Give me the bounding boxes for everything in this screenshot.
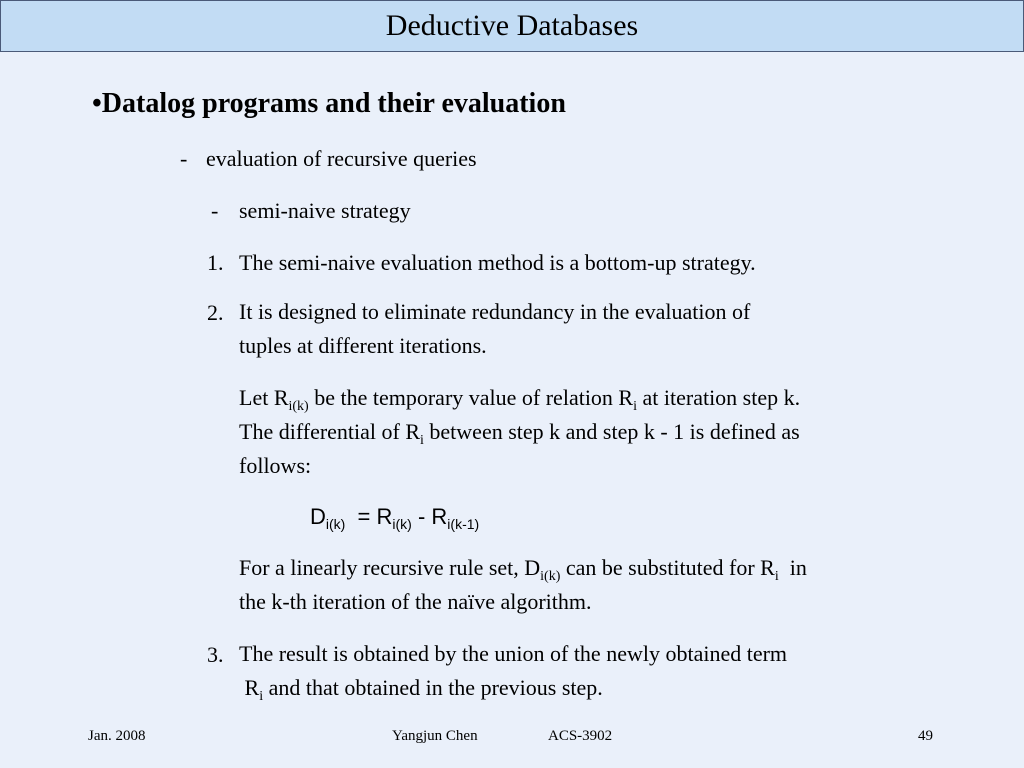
slide-title-bar [0, 0, 1024, 52]
definition-line1: Let $R_{i(k)}$ be the temporary value of relation $R_i$ at iteration step k. [239, 385, 801, 414]
item2-text [239, 295, 750, 363]
subpoint2-text: semi-naive strategy [239, 198, 411, 223]
item3-line2: $R_i$ and that obtained in the previous step. [239, 675, 603, 704]
item2-line1: It is designed to eliminate redundancy in the evaluation of [239, 299, 751, 324]
linear-recursion-paragraph [239, 551, 807, 619]
definition-line2: The differential of $R_i$ between step k and step k - 1 is defined as [239, 419, 800, 448]
slide-heading: •Datalog programs and their evaluation [92, 88, 566, 119]
footer-page-number: 49 [918, 728, 933, 744]
item2-number: 2. [207, 300, 224, 325]
footer-date: Jan. 2008 [88, 728, 146, 744]
slide-title: Deductive Databases [385, 9, 639, 42]
differential-formula: $D_{i(k)} = R_{i(k)} - R_{i(k-1)}$ [310, 504, 480, 532]
footer-author: Yangjun Chen [392, 728, 478, 744]
linear-line2: the k-th iteration of the naïve algorithm. [239, 589, 592, 614]
item1-text: The semi-naive evaluation method is a bottom-up strategy. [239, 250, 756, 275]
footer-course: ACS-3902 [548, 728, 613, 744]
subpoint-text: evaluation of recursive queries [206, 146, 477, 171]
definition-paragraph [239, 381, 800, 483]
linear-line1: For a linearly recursive rule set, $D_{i(k)}$ can be substituted for $R_i$ in [239, 555, 807, 584]
definition-line3: follows: [239, 453, 312, 478]
subpoint-dash: - [180, 146, 188, 171]
item1-number: 1. [207, 250, 224, 275]
item2-line2: tuples at different iterations. [239, 333, 487, 358]
subpoint2-dash: - [211, 198, 219, 223]
item3-text [239, 637, 787, 705]
item3-line1: The result is obtained by the union of the newly obtained term [239, 641, 788, 666]
item3-number: 3. [207, 642, 224, 667]
